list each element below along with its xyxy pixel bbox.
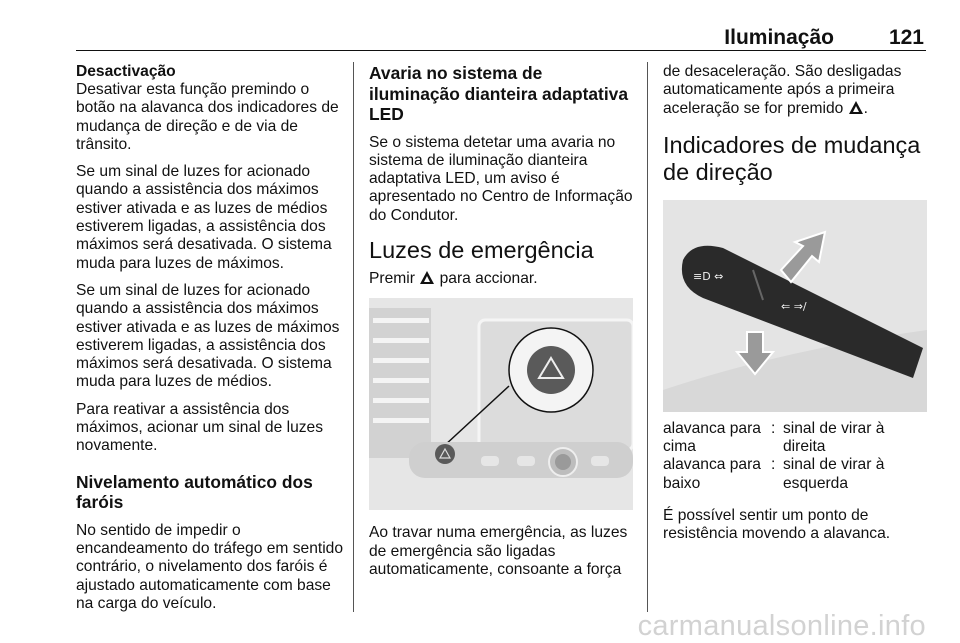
hazard-button-illustration xyxy=(369,298,633,510)
chapter-title: Iluminação xyxy=(724,26,834,49)
paragraph: É possível sentir um ponto de resistência movendo a alavanca. xyxy=(663,507,891,543)
legend-separator: : xyxy=(771,419,776,437)
column-1 xyxy=(76,63,346,622)
watermark: carmanualsonline.info xyxy=(637,610,926,642)
hazard-warning-triangle-icon xyxy=(849,101,863,114)
turn-signal-lever-illustration xyxy=(663,200,927,412)
text-fragment: . xyxy=(863,99,868,117)
heading-deactivation: Desactivação xyxy=(76,63,176,80)
heading-adaptive-led-fault: Avaria no sistema de iluminação dianteira adaptativa LED xyxy=(369,63,629,124)
paragraph: Para reativar a assistência dos máximos, acionar um sinal de luzes novamente. xyxy=(76,400,324,455)
paragraph: No sentido de impedir o encandeamento do tráfego em sentido contrário, o nivelamento dos faróis é ajustado automaticamente com base na carga do veículo. xyxy=(76,521,344,612)
paragraph: Se o sistema detetar uma avaria no sistema de iluminação dianteira adaptativa LED, um aviso é apresentado no Centro de Informação do Condutor. xyxy=(369,133,633,224)
legend-description: sinal de virar à esquerda xyxy=(783,456,885,492)
paragraph: Ao travar numa emergência, as luzes de emergência são ligadas automaticamente, consoante a força xyxy=(369,524,628,578)
page-header xyxy=(76,26,926,51)
lever-legend xyxy=(663,420,928,493)
page-number: 121 xyxy=(888,26,924,49)
hazard-warning-triangle-icon xyxy=(420,271,434,284)
paragraph-hazard-press xyxy=(369,270,634,288)
svg-text:⇐ ⇒/: ⇐ ⇒/ xyxy=(781,299,807,313)
text-fragment: Premir xyxy=(369,269,415,287)
legend-description: sinal de virar à direita xyxy=(783,419,885,456)
zoomed-hazard-button xyxy=(509,328,593,412)
legend-term: alavanca para baixo xyxy=(663,456,761,492)
column-3 xyxy=(663,63,928,553)
legend-term: alavanca para cima xyxy=(663,419,761,456)
svg-text:≡D ⇔: ≡D ⇔ xyxy=(693,269,724,283)
paragraph: Desativar esta função premindo o botão na alavanca dos indicadores de mudança de direção e de via de trânsito. xyxy=(76,81,339,153)
heading-hazard-lights: Luzes de emergência xyxy=(369,236,594,263)
paragraph: Se um sinal de luzes for acionado quando a assistência dos máximos estiver ativada e as luzes de máximos estiverem ligadas, a assistência dos máximos será desativada. O sistema muda para luzes de médios. xyxy=(76,281,340,391)
paragraph: Se um sinal de luzes for acionado quando a assistência dos máximos estiver ativada e as luzes de médios estiverem ligadas, a assistência dos máximos será desativada. O sistema muda para luzes de máximos. xyxy=(76,163,332,272)
air-vent xyxy=(369,308,431,458)
paragraph-hazard-deactivate xyxy=(663,63,928,118)
heading-turn-signals: Indicadores de mudança de direção xyxy=(663,131,921,185)
text-fragment: de desaceleração. São desligadas automaticamente após a primeira aceleração se for premido xyxy=(663,63,902,117)
heading-headlight-levelling: Nivelamento automático dos faróis xyxy=(76,471,313,513)
column-divider xyxy=(647,62,648,612)
text-fragment: para accionar. xyxy=(439,269,538,287)
column-divider xyxy=(353,62,354,612)
column-2 xyxy=(369,63,634,588)
legend-separator: : xyxy=(771,456,776,474)
